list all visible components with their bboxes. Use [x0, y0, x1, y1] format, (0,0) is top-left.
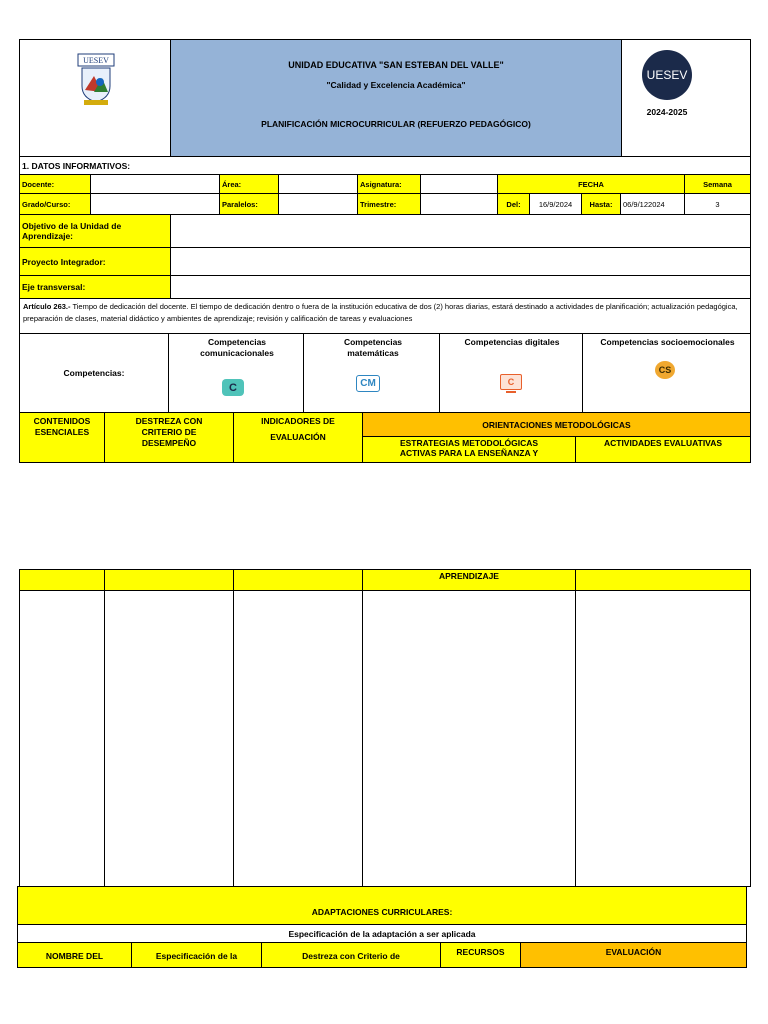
cell-actividades[interactable] — [575, 590, 751, 887]
competencia-socioemocional — [582, 333, 751, 413]
adapt-col-recursos: RECURSOS — [440, 942, 521, 968]
semana-label: Semana — [684, 174, 751, 194]
cell-contenidos[interactable] — [19, 590, 105, 887]
col-actividades: ACTIVIDADES EVALUATIVAS — [575, 436, 751, 463]
school-crest-icon — [76, 52, 116, 110]
hasta-value[interactable]: 06/9/122024 — [620, 193, 685, 215]
header-aprendizaje: APRENDIZAJE — [362, 569, 576, 591]
icon-label: C — [507, 377, 515, 387]
badge-text: UESEV — [646, 68, 688, 82]
col-indicadores-line1: INDICADORES DE — [261, 416, 335, 426]
digital-icon-stand — [506, 391, 516, 393]
header-year-cell — [621, 39, 751, 157]
plan-title: PLANIFICACIÓN MICROCURRICULAR (REFUERZO PEDAGÓGICO) — [261, 119, 531, 129]
header-title-cell — [170, 39, 622, 157]
adapt-col-especificacion: Especificación de la — [131, 942, 262, 968]
area-label: Área: — [219, 174, 279, 194]
competencia-title: Competencias matemáticas — [343, 337, 403, 358]
icon-label: CS — [658, 365, 672, 375]
digital-icon — [500, 374, 522, 390]
docente-label: Docente: — [19, 174, 91, 194]
asignatura-label: Asignatura: — [357, 174, 421, 194]
articulo-title: Artículo 263.- — [23, 302, 71, 311]
articulo-263 — [19, 298, 751, 334]
docente-field[interactable] — [90, 174, 220, 194]
del-value[interactable]: 16/9/2024 — [529, 193, 582, 215]
fecha-label: FECHA — [497, 174, 685, 194]
competencia-comunicacional — [168, 333, 304, 413]
grado-field[interactable] — [90, 193, 220, 215]
cell-destreza[interactable] — [104, 590, 234, 887]
adapt-col-evaluacion: EVALUACIÓN — [520, 942, 747, 968]
cell-estrategias[interactable] — [362, 590, 576, 887]
cell-indicadores[interactable] — [233, 590, 363, 887]
grado-label: Grado/Curso: — [19, 193, 91, 215]
competencias-label: Competencias: — [19, 333, 169, 413]
area-field[interactable] — [278, 174, 358, 194]
competencia-title: Competencias socioemocionales — [600, 337, 735, 347]
semana-value[interactable]: 3 — [684, 193, 751, 215]
competencia-title: Competencias comunicacionales — [200, 337, 274, 358]
col-contenidos: CONTENIDOS ESENCIALES — [19, 412, 105, 463]
header-indicadores-cont — [233, 569, 363, 591]
uesev-badge-icon — [642, 50, 692, 100]
col-estrategias: ESTRATEGIAS METODOLÓGICAS ACTIVAS PARA LA ENSEÑANZA Y — [362, 436, 576, 463]
paralelos-label: Paralelos: — [219, 193, 279, 215]
col-destreza: DESTREZA CON CRITERIO DE DESEMPEÑO — [104, 412, 234, 463]
col-indicadores — [233, 412, 363, 463]
col-orientaciones: ORIENTACIONES METODOLÓGICAS — [362, 412, 751, 437]
hasta-label: Hasta: — [581, 193, 621, 215]
icon-label: C — [229, 381, 237, 394]
competencia-matematica — [303, 333, 440, 413]
proyecto-field[interactable] — [170, 247, 751, 276]
socioemocional-icon — [655, 361, 675, 379]
proyecto-label: Proyecto Integrador: — [19, 247, 171, 276]
trimestre-field[interactable] — [420, 193, 498, 215]
trimestre-label: Trimestre: — [357, 193, 421, 215]
adapt-col-nombre: NOMBRE DEL — [17, 942, 132, 968]
competencia-digital — [439, 333, 583, 413]
eje-field[interactable] — [170, 275, 751, 299]
competencia-title: Competencias digitales — [464, 337, 560, 347]
eje-label: Eje transversal: — [19, 275, 171, 299]
school-motto: "Calidad y Excelencia Académica" — [326, 80, 466, 90]
paralelos-field[interactable] — [278, 193, 358, 215]
header-contenidos-cont — [19, 569, 105, 591]
del-label: Del: — [497, 193, 530, 215]
section-title-datos: 1. DATOS INFORMATIVOS: — [19, 156, 751, 175]
articulo-body: Tiempo de dedicación del docente. El tiempo de dedicación dentro o fuera de la institución educativa de dos (2) horas diarias, estará destinado a actividades de planificación; actualización pedagógica, preparación de clases, material didáctico y ambientes de aprendizaje; revisión y calificación de tareas y evaluaciones — [23, 302, 738, 323]
header-destreza-cont — [104, 569, 234, 591]
header-actividades-cont — [575, 569, 751, 591]
adaptaciones-subtitle: Especificación de la adaptación a ser aplicada — [17, 924, 747, 943]
header-logo-cell — [19, 39, 171, 157]
adapt-col-destreza: Destreza con Criterio de — [261, 942, 441, 968]
icon-label: CM — [360, 378, 376, 389]
asignatura-field[interactable] — [420, 174, 498, 194]
adaptaciones-title: ADAPTACIONES CURRICULARES: — [17, 886, 747, 925]
school-name: UNIDAD EDUCATIVA "SAN ESTEBAN DEL VALLE" — [288, 60, 504, 70]
objetivo-label: Objetivo de la Unidad de Aprendizaje: — [19, 214, 171, 248]
comunicacional-icon — [222, 379, 244, 396]
objetivo-field[interactable] — [170, 214, 751, 248]
svg-text:UESEV: UESEV — [83, 56, 109, 65]
col-indicadores-line2: EVALUACIÓN — [270, 432, 326, 442]
school-year: 2024-2025 — [646, 107, 688, 117]
matematica-icon — [356, 375, 380, 392]
